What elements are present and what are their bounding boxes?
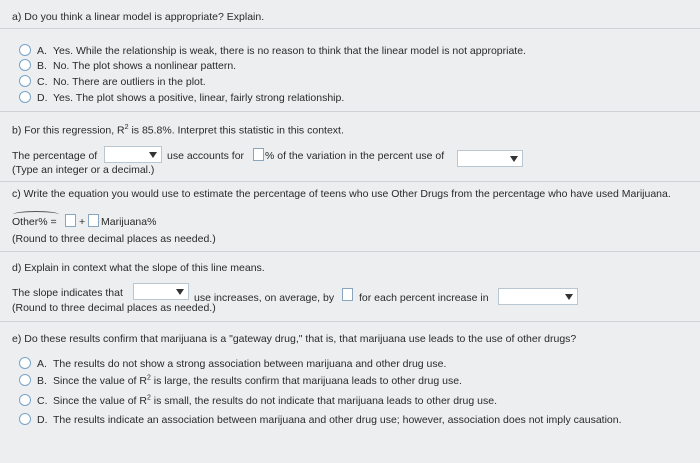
variable-dropdown-3[interactable] (133, 283, 189, 300)
radio-button[interactable] (19, 413, 31, 425)
radio-button[interactable] (19, 394, 31, 406)
part-e-question: e) Do these results confirm that marijuana is a "gateway drug," that is, that marijuana use leads to the use of other drugs? (12, 333, 577, 345)
part-b-hint: (Type an integer or a decimal.) (12, 164, 155, 176)
part-e-option-a[interactable]: A. The results do not show a strong association between marijuana and other drug use. (19, 357, 446, 370)
part-e-option-d[interactable]: D. The results indicate an association between marijuana and other drug use; however, association does not imply causation. (19, 413, 622, 426)
part-d-question: d) Explain in context what the slope of this line means. (12, 262, 265, 274)
part-b-sentence-end: % of the variation in the percent use of (265, 150, 445, 162)
part-a-option-c[interactable]: C. No. There are outliers in the plot. (19, 75, 206, 88)
variable-dropdown[interactable] (104, 146, 162, 163)
part-b-question: b) For this regression, $R^2$ is 85.8%. Interpret this statistic in this context. (12, 124, 344, 137)
slope-input[interactable] (88, 214, 99, 227)
radio-button[interactable] (19, 357, 31, 369)
chevron-down-icon (510, 156, 518, 162)
divider (0, 251, 700, 252)
part-d-sentence-middle: use increases, on average, by (194, 292, 335, 304)
variable-dropdown-4[interactable] (498, 288, 578, 305)
divider (0, 321, 700, 322)
radio-button[interactable] (19, 91, 31, 103)
variable-dropdown-2[interactable] (457, 150, 523, 167)
part-c-question: c) Write the equation you would use to estimate the percentage of teens who use Other Drugs from the percentage who have used Marijuana. (12, 188, 671, 200)
part-d-sentence-end: for each percent increase in (359, 292, 489, 304)
intercept-input[interactable] (65, 214, 76, 227)
part-e-option-c[interactable]: C. Since the value of $R^2$ is small, the results do not indicate that marijuana leads to other drug use. (19, 394, 497, 407)
equation-plus: + (79, 216, 86, 228)
percentage-input[interactable] (253, 148, 264, 161)
part-e-option-b[interactable]: B. Since the value of $R^2$ is large, the results confirm that marijuana leads to other drug use. (19, 374, 462, 387)
radio-button[interactable] (19, 59, 31, 71)
chevron-down-icon (176, 289, 184, 295)
part-a-option-d[interactable]: D. Yes. The plot shows a positive, linear, fairly strong relationship. (19, 91, 344, 104)
radio-button[interactable] (19, 75, 31, 87)
part-a-option-a[interactable]: A. Yes. While the relationship is weak, there is no reason to think that the linear model is not appropriate. (19, 44, 526, 57)
divider (0, 28, 700, 29)
hat-symbol (13, 211, 59, 218)
part-a-question: a) Do you think a linear model is appropriate? Explain. (12, 11, 265, 23)
radio-button[interactable] (19, 44, 31, 56)
part-d-sentence-start: The slope indicates that (12, 287, 123, 299)
part-d-hint: (Round to three decimal places as needed.) (12, 302, 216, 314)
radio-button[interactable] (19, 374, 31, 386)
part-b-sentence-middle: use accounts for (167, 150, 245, 162)
equation-rhs: Marijuana% (101, 216, 157, 228)
part-a-option-b[interactable]: B. No. The plot shows a nonlinear pattern. (19, 59, 236, 72)
divider (0, 181, 700, 182)
part-b-sentence-start: The percentage of (12, 150, 98, 162)
divider (0, 111, 700, 112)
slope-value-input[interactable] (342, 288, 353, 301)
equation-lhs: Other% = (12, 216, 57, 228)
chevron-down-icon (565, 294, 573, 300)
chevron-down-icon (149, 152, 157, 158)
part-c-hint: (Round to three decimal places as needed.) (12, 233, 216, 245)
